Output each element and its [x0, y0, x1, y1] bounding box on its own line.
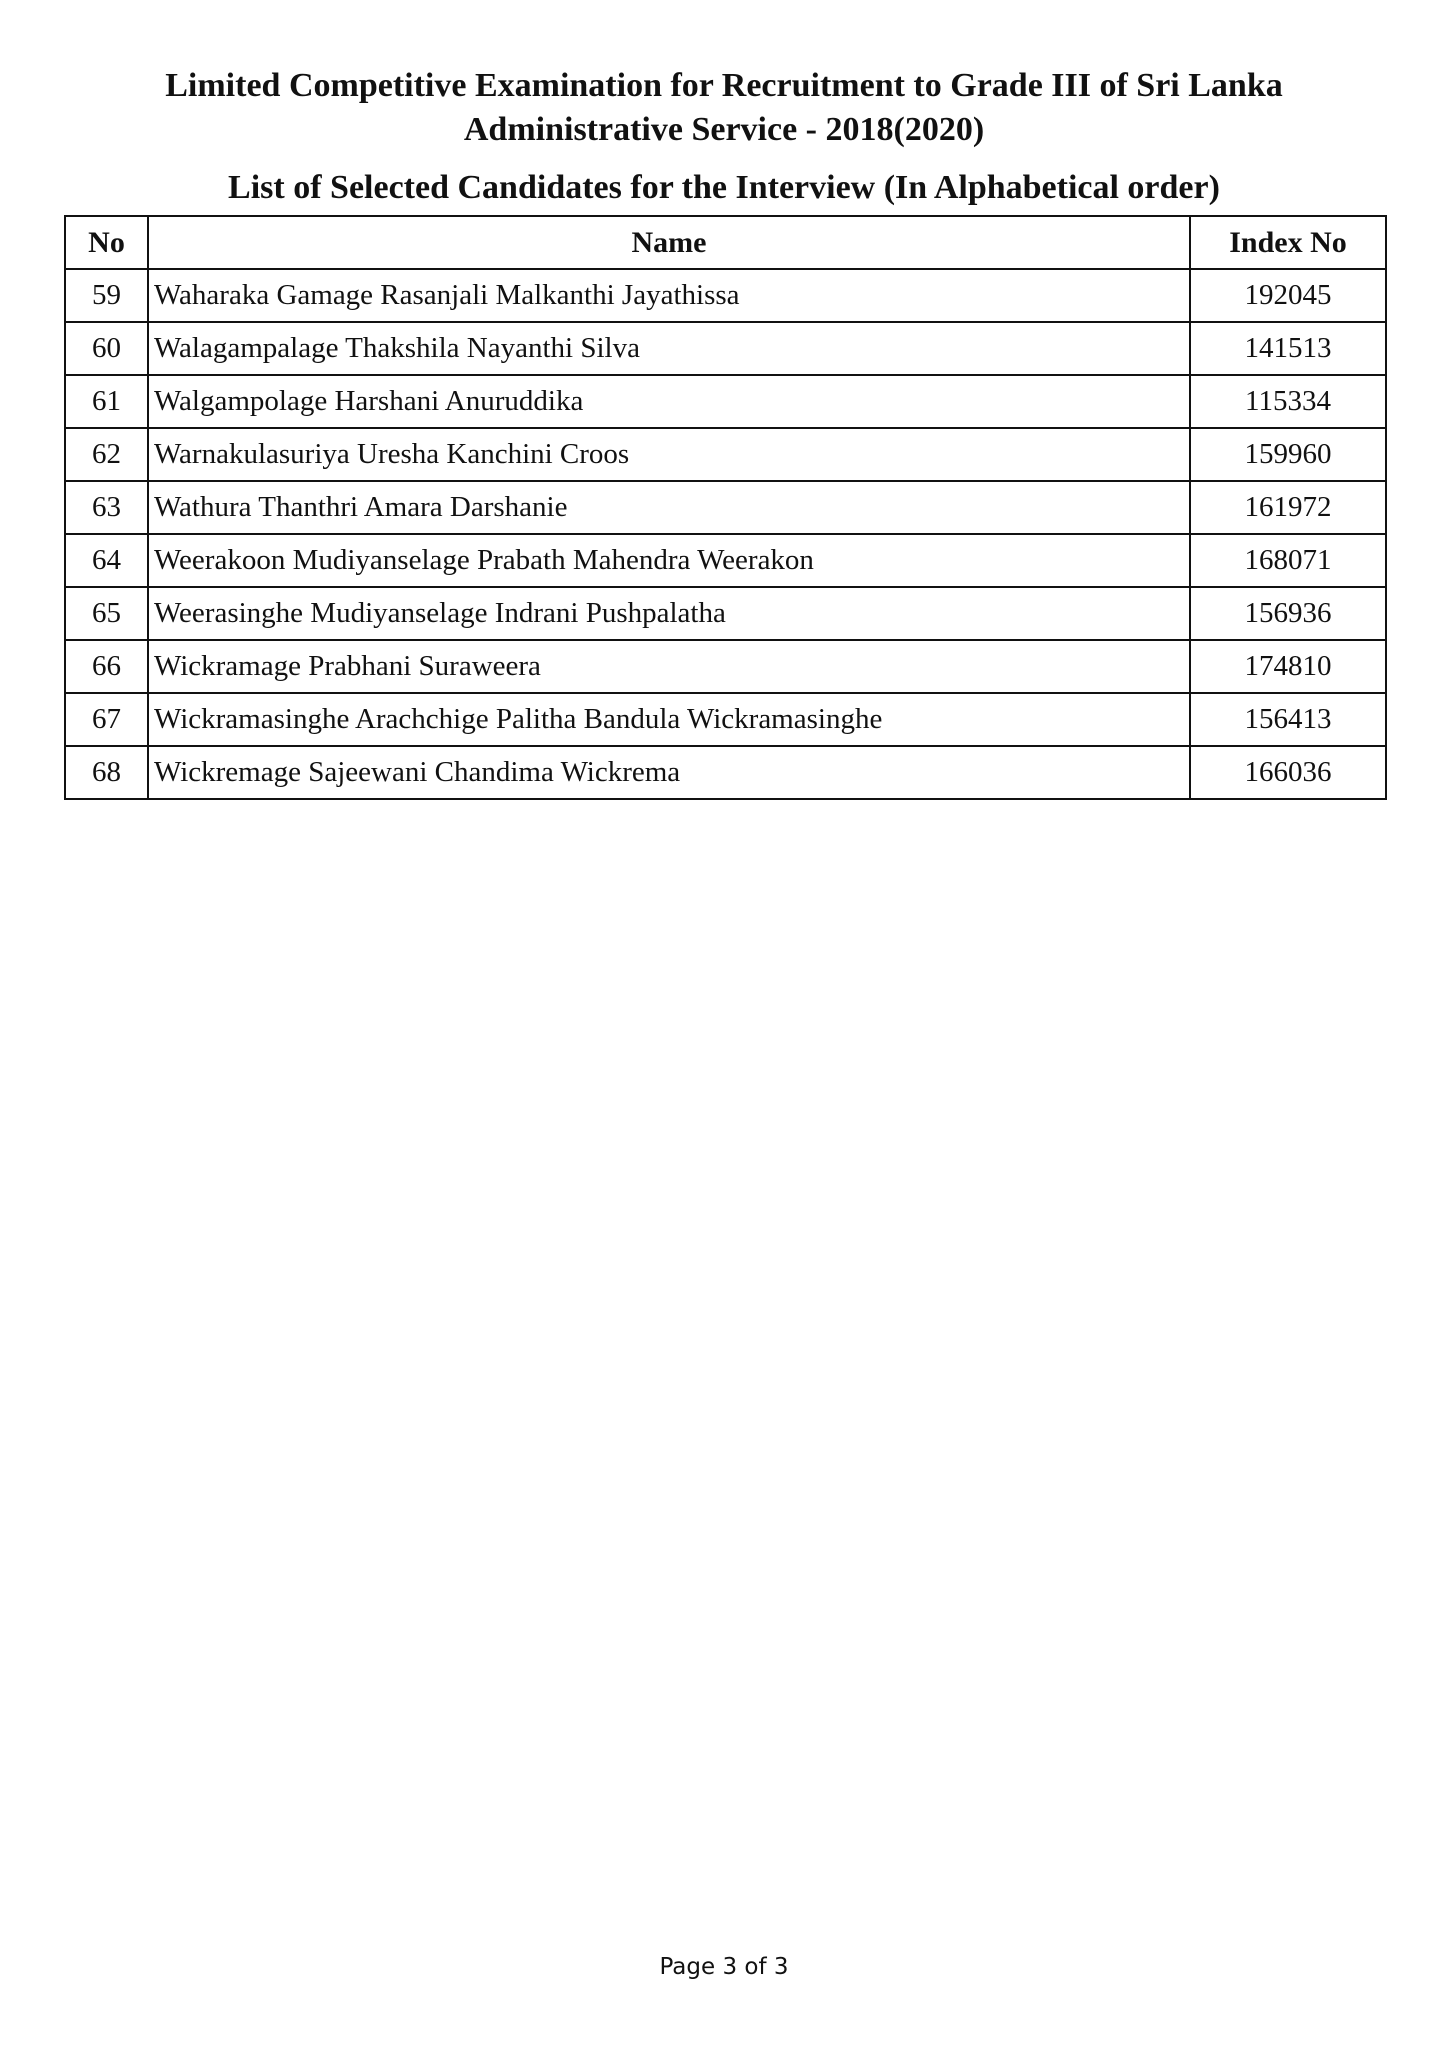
cell-no: 62 — [65, 428, 148, 481]
cell-name: Wathura Thanthri Amara Darshanie — [148, 481, 1190, 534]
document-title-line-2: Administrative Service - 2018(2020) — [463, 111, 985, 148]
header-index-no: Index No — [1190, 216, 1386, 269]
cell-name: Weerakoon Mudiyanselage Prabath Mahendra Weerakon — [148, 534, 1190, 587]
table-row — [65, 375, 1386, 428]
document-title-line-1: Limited Competitive Examination for Recruitment to Grade III of Sri Lanka — [165, 67, 1283, 104]
cell-no: 68 — [65, 746, 148, 799]
cell-no: 63 — [65, 481, 148, 534]
cell-name: Weerasinghe Mudiyanselage Indrani Pushpalatha — [148, 587, 1190, 640]
table-row — [65, 587, 1386, 640]
candidates-table — [64, 215, 1387, 800]
header-no: No — [65, 216, 148, 269]
cell-name: Wickremage Sajeewani Chandima Wickrema — [148, 746, 1190, 799]
cell-no: 67 — [65, 693, 148, 746]
table-row — [65, 693, 1386, 746]
page-number: Page 3 of 3 — [659, 1954, 789, 1980]
cell-no: 65 — [65, 587, 148, 640]
table-header-row — [65, 216, 1386, 269]
cell-name: Warnakulasuriya Uresha Kanchini Croos — [148, 428, 1190, 481]
header-name: Name — [148, 216, 1190, 269]
table-row — [65, 481, 1386, 534]
cell-index-no: 168071 — [1190, 534, 1386, 587]
cell-index-no: 141513 — [1190, 322, 1386, 375]
cell-index-no: 166036 — [1190, 746, 1386, 799]
table-row — [65, 746, 1386, 799]
cell-index-no: 156936 — [1190, 587, 1386, 640]
table-row — [65, 640, 1386, 693]
cell-index-no: 174810 — [1190, 640, 1386, 693]
cell-name: Wickramasinghe Arachchige Palitha Bandula Wickramasinghe — [148, 693, 1190, 746]
cell-no: 60 — [65, 322, 148, 375]
cell-index-no: 159960 — [1190, 428, 1386, 481]
table-row — [65, 428, 1386, 481]
cell-index-no: 156413 — [1190, 693, 1386, 746]
cell-index-no: 192045 — [1190, 269, 1386, 322]
cell-no: 61 — [65, 375, 148, 428]
cell-no: 59 — [65, 269, 148, 322]
cell-name: Walgampolage Harshani Anuruddika — [148, 375, 1190, 428]
cell-name: Waharaka Gamage Rasanjali Malkanthi Jayathissa — [148, 269, 1190, 322]
table-row — [65, 269, 1386, 322]
cell-no: 66 — [65, 640, 148, 693]
cell-no: 64 — [65, 534, 148, 587]
table-row — [65, 534, 1386, 587]
cell-name: Walagampalage Thakshila Nayanthi Silva — [148, 322, 1190, 375]
document-subtitle: List of Selected Candidates for the Interview (In Alphabetical order) — [228, 169, 1220, 206]
cell-index-no: 161972 — [1190, 481, 1386, 534]
cell-index-no: 115334 — [1190, 375, 1386, 428]
table-row — [65, 322, 1386, 375]
cell-name: Wickramage Prabhani Suraweera — [148, 640, 1190, 693]
